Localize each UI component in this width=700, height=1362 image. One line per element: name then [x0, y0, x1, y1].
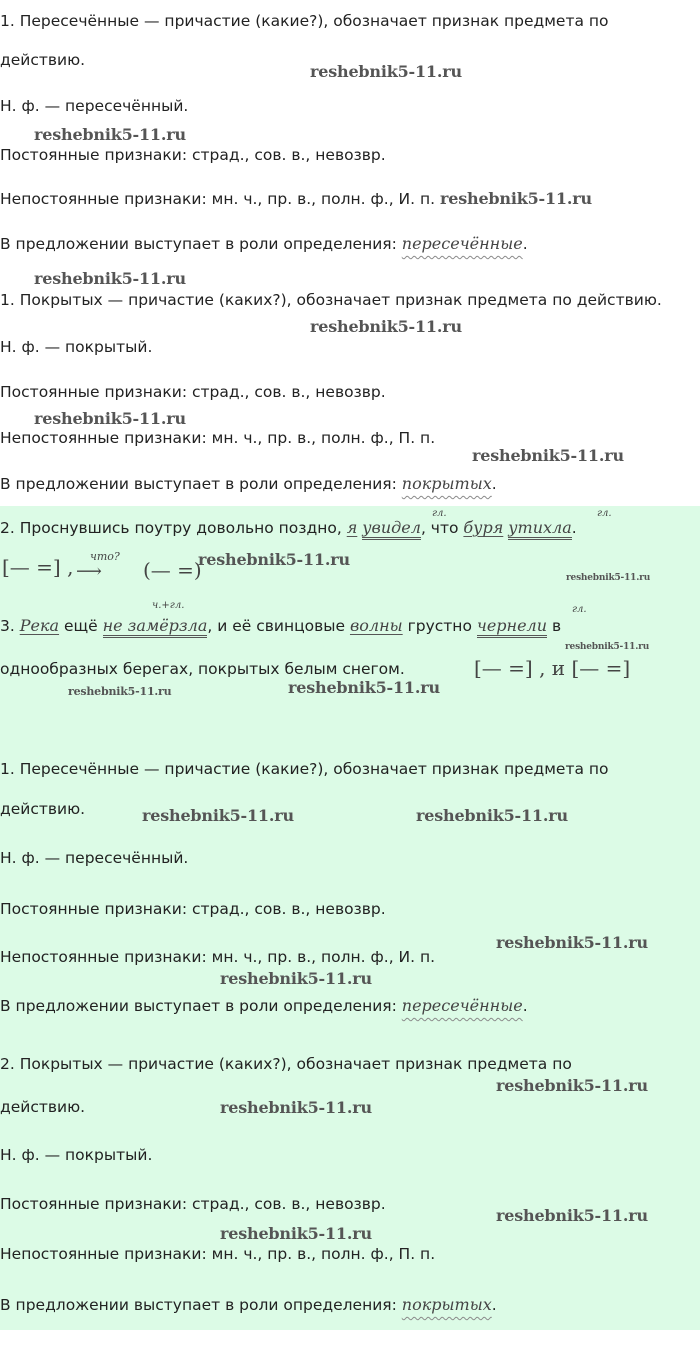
ch-gl-mark: ч.+гл.: [152, 600, 185, 611]
gl-mark-2: гл.: [597, 508, 612, 519]
block2-line5-text: В предложении выступает в роли определения:: [0, 475, 402, 493]
block2-line3: Постоянные признаки: страд., сов. в., невозвр.: [0, 383, 386, 401]
block4-line4: Постоянные признаки: страд., сов. в., невозвр.: [0, 1195, 386, 1213]
sentence3-text-c: грустно: [402, 617, 477, 635]
block3-line3: Н. ф. — пересечённый.: [0, 849, 189, 867]
definition-word: покрытых: [401, 1295, 492, 1314]
block1-line1: 1. Пересечённые — причастие (какие?), обозначает признак предмета по: [0, 12, 609, 30]
watermark: reshebnik5-11.ru: [440, 189, 592, 208]
watermark: reshebnik5-11.ru: [416, 806, 568, 825]
block4-line6: [0, 1295, 497, 1315]
arrow-icon: ⟶: [76, 561, 102, 582]
watermark: reshebnik5-11.ru: [566, 573, 651, 583]
block3-line1: 1. Пересечённые — причастие (какие?), обозначает признак предмета по: [0, 760, 609, 778]
block3-line6-text: В предложении выступает в роли определения:: [0, 997, 402, 1015]
predicate: увидел: [362, 518, 421, 540]
watermark: reshebnik5-11.ru: [220, 969, 372, 988]
sentence3-text-a: ещё: [59, 617, 103, 635]
sentence2-line: [0, 518, 577, 538]
block2-line2: Н. ф. — покрытый.: [0, 338, 153, 356]
block4-line5: Непостоянные признаки: мн. ч., пр. в., полн. ф., П. п.: [0, 1245, 436, 1263]
watermark: reshebnik5-11.ru: [34, 409, 186, 428]
block1-line4: Постоянные признаки: страд., сов. в., невозвр.: [0, 146, 386, 164]
predicate-2: чернели: [477, 616, 547, 638]
schema-right: (— =): [143, 558, 202, 582]
watermark: reshebnik5-11.ru: [565, 642, 650, 652]
block1-line3: Н. ф. — пересечённый.: [0, 97, 189, 115]
definition-word: пересечённые: [401, 234, 523, 253]
watermark: reshebnik5-11.ru: [220, 1224, 372, 1243]
sentence3-text-d: в: [547, 617, 562, 635]
period: .: [491, 1296, 497, 1314]
sentence2-text-a: 2. Проснувшись поутру довольно поздно,: [0, 519, 347, 537]
block2-line1: 1. Покрытых — причастие (каких?), обозначает признак предмета по действию.: [0, 291, 662, 309]
block3-line4: Постоянные признаки: страд., сов. в., невозвр.: [0, 900, 386, 918]
sentence3-line1: [0, 616, 561, 636]
sentence3-text-b: , и её свинцовые: [207, 617, 350, 635]
watermark: reshebnik5-11.ru: [310, 62, 462, 81]
block1-line6: [0, 234, 528, 254]
period: .: [522, 235, 528, 253]
period: .: [522, 997, 528, 1015]
subject-2: волны: [349, 616, 403, 635]
subject-2: буря: [463, 518, 504, 537]
watermark: reshebnik5-11.ru: [496, 1076, 648, 1095]
watermark: reshebnik5-11.ru: [198, 550, 350, 569]
subject: я: [346, 518, 358, 537]
block4-line3: Н. ф. — покрытый.: [0, 1146, 153, 1164]
schema-left: [— =] ,: [2, 555, 74, 579]
watermark: reshebnik5-11.ru: [142, 806, 294, 825]
sentence3-num: 3.: [0, 617, 20, 635]
predicate-2: утихла: [508, 518, 572, 540]
watermark: reshebnik5-11.ru: [288, 678, 440, 697]
block2-line4: Непостоянные признаки: мн. ч., пр. в., полн. ф., П. п.: [0, 429, 436, 447]
watermark: reshebnik5-11.ru: [496, 933, 648, 952]
block4-line1: 2. Покрытых — причастие (каких?), обозначает признак предмета по: [0, 1055, 572, 1073]
block1-line5: Непостоянные признаки: мн. ч., пр. в., полн. ф., И. п.: [0, 190, 436, 208]
gl-mark-1: гл.: [432, 508, 447, 519]
sentence3-line2: однообразных берегах, покрытых белым снегом.: [0, 660, 405, 678]
definition-word: пересечённые: [401, 996, 523, 1015]
watermark: reshebnik5-11.ru: [310, 317, 462, 336]
watermark: reshebnik5-11.ru: [68, 685, 172, 698]
watermark: reshebnik5-11.ru: [34, 125, 186, 144]
watermark: reshebnik5-11.ru: [496, 1206, 648, 1225]
block3-line5: Непостоянные признаки: мн. ч., пр. в., полн. ф., И. п.: [0, 948, 436, 966]
gl-mark-3: гл.: [572, 604, 587, 615]
watermark: reshebnik5-11.ru: [34, 269, 186, 288]
block3-line2: действию.: [0, 800, 86, 818]
definition-word: покрытых: [401, 474, 492, 493]
block4-line2: действию.: [0, 1098, 86, 1116]
sentence2-text-b: , что: [420, 519, 464, 537]
block1-line2: действию.: [0, 51, 86, 69]
period: .: [571, 519, 577, 537]
period: .: [491, 475, 497, 493]
block4-line6-text: В предложении выступает в роли определения:: [0, 1296, 402, 1314]
arrow-label: что?: [90, 550, 120, 563]
block2-line5: [0, 474, 497, 494]
predicate: не замёрзла: [103, 616, 208, 638]
subject: Река: [19, 616, 60, 635]
watermark: reshebnik5-11.ru: [472, 446, 624, 465]
block1-line6-text: В предложении выступает в роли определения:: [0, 235, 402, 253]
sentence3-schema: [— =] , и [— =]: [474, 656, 631, 680]
block3-line6: [0, 996, 528, 1016]
watermark: reshebnik5-11.ru: [220, 1098, 372, 1117]
